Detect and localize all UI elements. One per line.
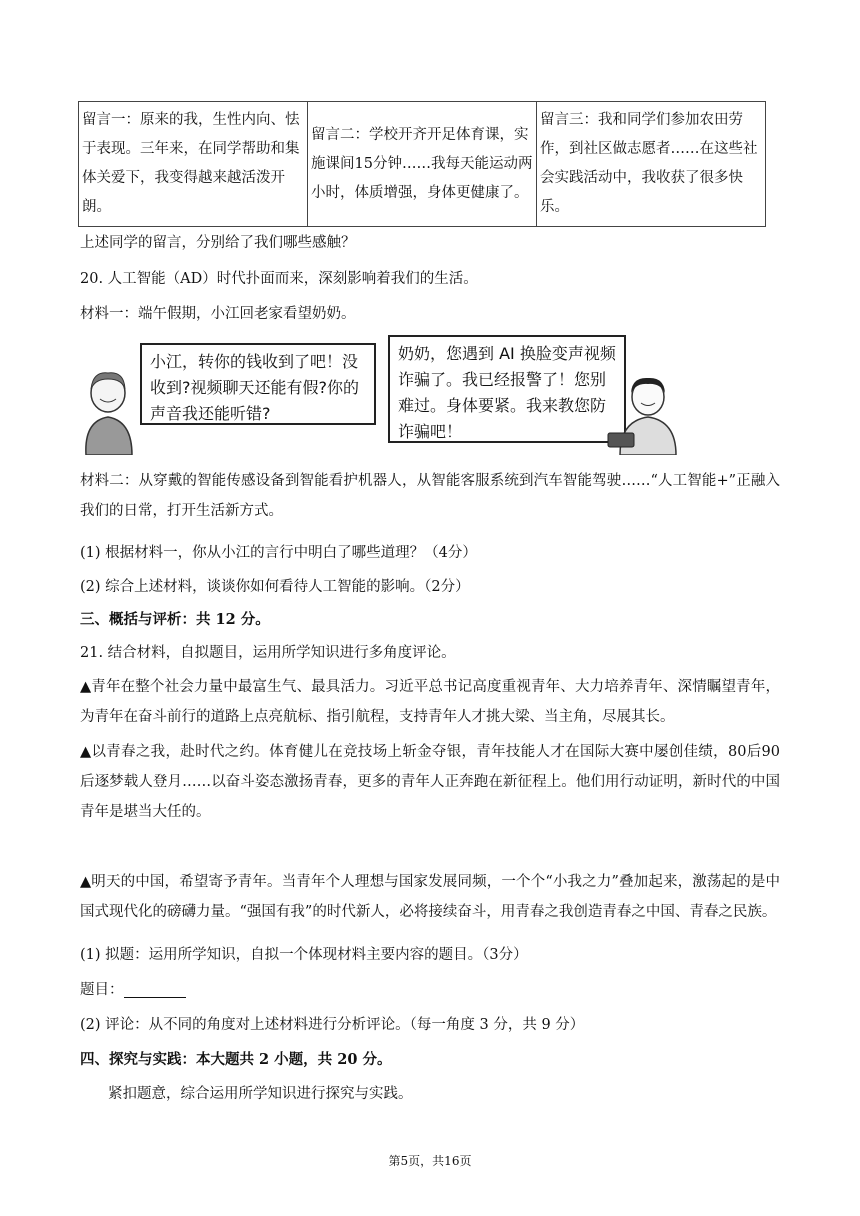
section-3-heading: 三、概括与评析：共 12 分。 bbox=[80, 611, 270, 628]
table-cell-message-1: 留言一：原来的我，生性内向、怯于表现。三年来，在同学帮助和集体关爱下，我变得越来越活泼开朗。 bbox=[79, 102, 308, 227]
q21-paragraph-2: ▲以青春之我，赴时代之约。体育健儿在竞技场上斩金夺银，青年技能人才在国际大赛中屡创佳绩，80后90后逐梦载人登月……以奋斗姿态激扬青春，更多的青年人正奔跑在新征程上。他们用行动证明，新时代的中国青年是堪当大任的。 bbox=[80, 744, 780, 820]
q21-sub2: (2) 评论：从不同的角度对上述材料进行分析评论。（每一角度 3 分，共 9 分） bbox=[80, 1017, 585, 1033]
title-label: 题目： bbox=[80, 982, 124, 998]
section-4-intro: 紧扣题意，综合运用所学知识进行探究与实践。 bbox=[108, 1086, 413, 1102]
q20-stem: 20. 人工智能（AD）时代扑面而来，深刻影响着我们的生活。 bbox=[80, 271, 478, 287]
q20-sub1: (1) 根据材料一，你从小江的言行中明白了哪些道理？（4分） bbox=[80, 545, 477, 561]
q21-stem: 21. 结合材料，自拟题目，运用所学知识进行多角度评论。 bbox=[80, 645, 456, 661]
q21-paragraph-1: ▲青年在整个社会力量中最富生气、最具活力。习近平总书记高度重视青年、大力培养青年、深情瞩望青年，为青年在奋斗前行的道路上点亮航标、指引航程，支持青年人才挑大梁、当主角，尽展其长。 bbox=[80, 679, 780, 725]
title-answer-blank[interactable] bbox=[124, 983, 186, 998]
page-footer: 第5页，共16页 bbox=[388, 1154, 472, 1168]
q19-question: 上述同学的留言，分别给了我们哪些感触？ bbox=[80, 235, 356, 251]
q21-paragraph-3: ▲明天的中国，希望寄予青年。当青年个人理想与国家发展同频，一个个“小我之力”叠加起来，激荡起的是中国式现代化的磅礴力量。“强国有我”的时代新人，必将接续奋斗，用青春之我创造青春之中国、青春之民族。 bbox=[80, 874, 780, 920]
comic-illustration bbox=[78, 335, 690, 455]
speech-bubble-grandma: 小江，转你的钱收到了吧！没收到?视频聊天还能有假?你的声音我还能听错? bbox=[140, 343, 376, 425]
grandma-figure bbox=[78, 369, 148, 455]
speech-bubble-boy: 奶奶，您遇到 AI 换脸变声视频诈骗了。我已经报警了！您别难过。身体要紧。我来教您防诈骗吧！ bbox=[388, 335, 626, 443]
table-cell-message-3: 留言三：我和同学们参加农田劳作，到社区做志愿者……在这些社会实践活动中，我收获了很多快乐。 bbox=[537, 102, 766, 227]
q20-sub2: (2) 综合上述材料，谈谈你如何看待人工智能的影响。（2分） bbox=[80, 579, 470, 595]
q20-material2: 材料二：从穿戴的智能传感设备到智能看护机器人，从智能客服系统到汽车智能驾驶……“人工智能+”正融入我们的日常，打开生活新方式。 bbox=[80, 473, 780, 519]
messages-table bbox=[78, 101, 766, 227]
table-cell-message-2: 留言二：学校开齐开足体育课，实施课间15分钟……我每天能运动两小时，体质增强，身体更健康了。 bbox=[308, 102, 537, 227]
boy-figure bbox=[604, 375, 690, 455]
q21-title-line bbox=[80, 980, 186, 1000]
q21-sub1: (1) 拟题：运用所学知识，自拟一个体现材料主要内容的题目。（3分） bbox=[80, 947, 528, 963]
section-4-heading: 四、探究与实践：本大题共 2 小题，共 20 分。 bbox=[80, 1051, 392, 1068]
q20-material1: 材料一：端午假期，小江回老家看望奶奶。 bbox=[80, 306, 356, 322]
